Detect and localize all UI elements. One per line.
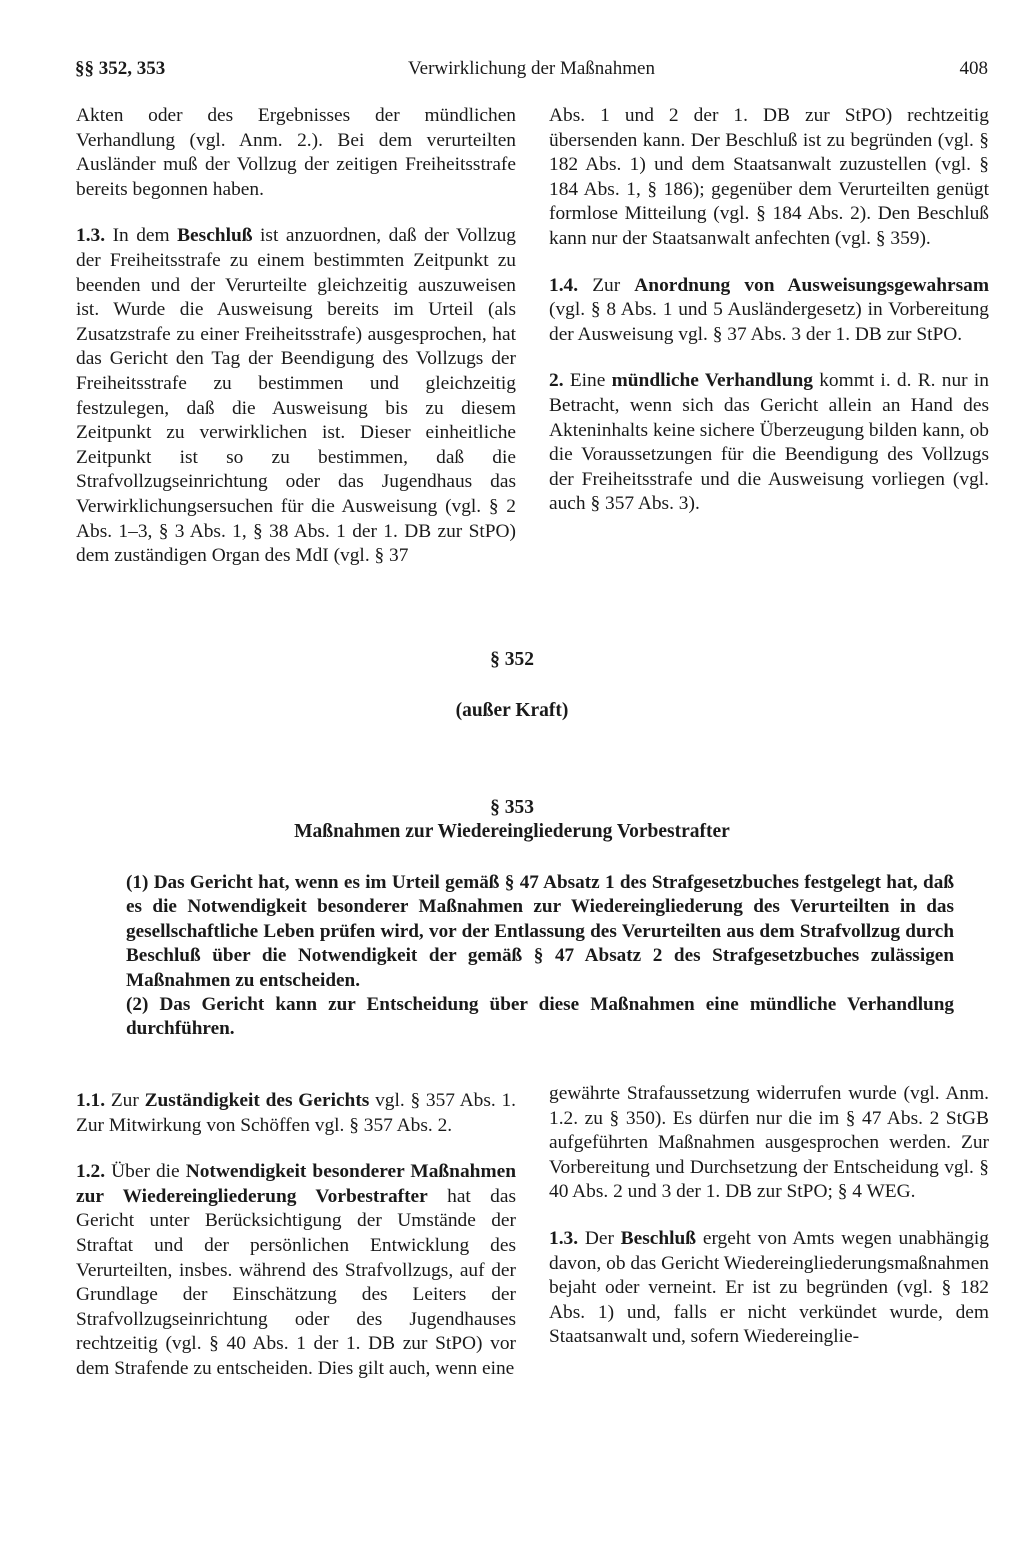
text-span: ergeht von Amts wegen unabhängig davon, ob das Gericht Wiedereingliederungsmaßnahmen bejaht oder verneint. Er ist zu begründen (vgl. § 182 Abs. 1) und, falls er nicht verkündet wurde, dem Staatsanwalt und, sofern Wiedereinglie- bbox=[549, 1227, 990, 1348]
statute-absatz-1: (1) Das Gericht hat, wenn es im Urteil gemäß § 47 Absatz 1 des Strafgesetzbuches festgelegt hat, daß es die Notwendigkeit besonderer Maßnahmen zur Wiedereingliederung des Verurteilten in das gesellschaftliche Leben prüfen wird, vor der Entlassung des Verurteilten aus dem Strafvollzug durch Beschluß über die Notwendigkeit der gemäß § 47 Absatz 2 des Strafgesetzbuches zulässigen Maßnahmen zu entscheiden. bbox=[126, 872, 954, 991]
header-title: Verwirklichung der Maßnahmen bbox=[408, 58, 655, 79]
column-bottom-left bbox=[76, 1089, 516, 1382]
paragraph-1-2 bbox=[76, 1160, 516, 1381]
bold-term: Notwendigkeit besonderer Maßnahmen zur Wiedereingliederung Vorbestrafter bbox=[76, 1161, 516, 1207]
bold-term: Anordnung von Ausweisungsgewahrsam bbox=[634, 274, 989, 296]
column-bottom-right bbox=[549, 1082, 989, 1350]
section-353-title: Maßnahmen zur Wiedereingliederung Vorbestrafter bbox=[294, 821, 730, 842]
paragraph-1-1 bbox=[76, 1089, 516, 1138]
text-span: Zur bbox=[578, 274, 635, 296]
section-352-heading: § 352 bbox=[490, 649, 534, 670]
header-section-ref: §§ 352, 353 bbox=[75, 58, 166, 79]
paragraph-number: 1.1. bbox=[76, 1090, 106, 1111]
paragraph-1-4 bbox=[549, 274, 989, 348]
paragraph: Akten oder des Ergebnisses der mündlichen Verhandlung (vgl. Anm. 2.). Bei dem verurteilten Ausländer muß der Vollzug der zeitigen Freiheitsstrafe bereits begonnen haben. bbox=[76, 105, 516, 200]
bold-term: Zuständigkeit des Gerichts bbox=[144, 1090, 370, 1111]
text-span: In dem bbox=[105, 225, 178, 247]
text-span: kommt i. d. R. nur in Betracht, wenn sich das Gericht allein an Hand des Akteninhalts keine sichere Überzeugung bilden kann, ob die Voraussetzungen für die Beendigung des Vollzugs der Freiheitsstrafe und die Ausweisung vorliegen (vgl. auch § 357 Abs. 3). bbox=[549, 370, 989, 515]
statute-absatz-2: (2) Das Gericht kann zur Entscheidung über diese Maßnahmen eine mündliche Verhandlung durchführen. bbox=[126, 994, 954, 1040]
running-header bbox=[75, 58, 988, 84]
paragraph-1-3 bbox=[549, 1227, 989, 1350]
paragraph: Abs. 1 und 2 der 1. DB zur StPO) rechtzeitig übersenden kann. Der Beschluß ist zu begründen (vgl. § 182 Abs. 1) und dem Staatsanwalt zuzustellen (vgl. § 184 Abs. 1, § 186); gegenüber dem Verurteilten genügt formlose Mitteilung (vgl. § 184 Abs. 2). Den Beschluß kann nur der Staatsanwalt anfechten (vgl. § 359). bbox=[549, 105, 989, 249]
paragraph-number: 1.3. bbox=[549, 1227, 579, 1249]
text-span: Eine bbox=[563, 370, 612, 392]
column-top-right bbox=[549, 104, 989, 517]
bold-term: Beschluß bbox=[620, 1227, 697, 1249]
paragraph-1-3 bbox=[76, 224, 516, 568]
section-353-heading: § 353 bbox=[490, 797, 534, 818]
paragraph-number: 1.4. bbox=[549, 274, 579, 296]
text-span: Der bbox=[578, 1227, 621, 1249]
text-span: vgl. § 357 Abs. 1. Zur Mitwirkung von Schöffen vgl. § 357 Abs. 2. bbox=[76, 1090, 516, 1136]
paragraph-number: 1.3. bbox=[76, 225, 106, 247]
text-span: Über die bbox=[105, 1161, 186, 1183]
text-span: (vgl. § 8 Abs. 1 und 5 Ausländergesetz) in Vorbereitung der Ausweisung vgl. § 37 Abs. 3 der 1. DB zur StPO. bbox=[549, 299, 989, 345]
paragraph-2 bbox=[549, 369, 989, 517]
paragraph-number: 1.2. bbox=[76, 1161, 106, 1183]
bold-term: mündliche Verhandlung bbox=[611, 370, 813, 392]
section-353-heading-block bbox=[0, 796, 1024, 844]
text-span: hat das Gericht unter Berücksichtigung der Umstände der Straftat und der persönlichen Entwicklung des Verurteilten, insbes. während des Strafvollzugs, auf der Grundlage der Einschätzung des Leiters der Strafvollzugseinrichtung oder des Jugendhauses rechtzeitig (vgl. § 40 Abs. 1 der 1. DB zur StPO) vor dem Strafende zu entscheiden. Dies gilt auch, wenn eine bbox=[76, 1185, 516, 1379]
column-top-left bbox=[76, 104, 516, 569]
paragraph: gewährte Strafaussetzung widerrufen wurde (vgl. Anm. 1.2. zu § 350). Es dürfen nur die im § 47 Abs. 2 StGB aufgeführten Maßnahmen ausgesprochen werden. Zur Vorbereitung und Durchsetzung der Entscheidung vgl. § 40 Abs. 2 und 3 der 1. DB zur StPO; § 4 WEG. bbox=[549, 1083, 989, 1203]
section-352-note: (außer Kraft) bbox=[455, 700, 569, 721]
paragraph-number: 2. bbox=[549, 370, 564, 392]
text-span: Zur bbox=[105, 1090, 145, 1111]
text-span: ist anzuordnen, daß der Vollzug der Freiheitsstrafe zu einem bestimmten Zeitpunkt zu beenden und der Verurteilte gleichzeitig auszuweisen ist. Wurde die Ausweisung bereits im Urteil (als Zusatzstrafe zu einer Freiheitsstrafe) ausgesprochen, hat das Gericht den Tag der Beendigung des Vollzugs der Freiheitsstrafe zu bestimmen und gleichzeitig festzulegen, daß die Ausweisung bis zu diesem Zeitpunkt zu verwirklichen ist. Dieser einheitliche Zeitpunkt ist so zu bestimmen, daß die Strafvollzugseinrichtung oder das Jugendhaus das Verwirklichungsersuchen für die Ausweisung (vgl. § 2 Abs. 1–3, § 3 Abs. 1, § 38 Abs. 1 der 1. DB zur StPO) dem zuständigen Organ des MdI (vgl. § 37 bbox=[76, 225, 516, 567]
page-number: 408 bbox=[959, 58, 988, 79]
bold-term: Beschluß bbox=[177, 225, 253, 247]
statute-text bbox=[126, 871, 954, 1042]
